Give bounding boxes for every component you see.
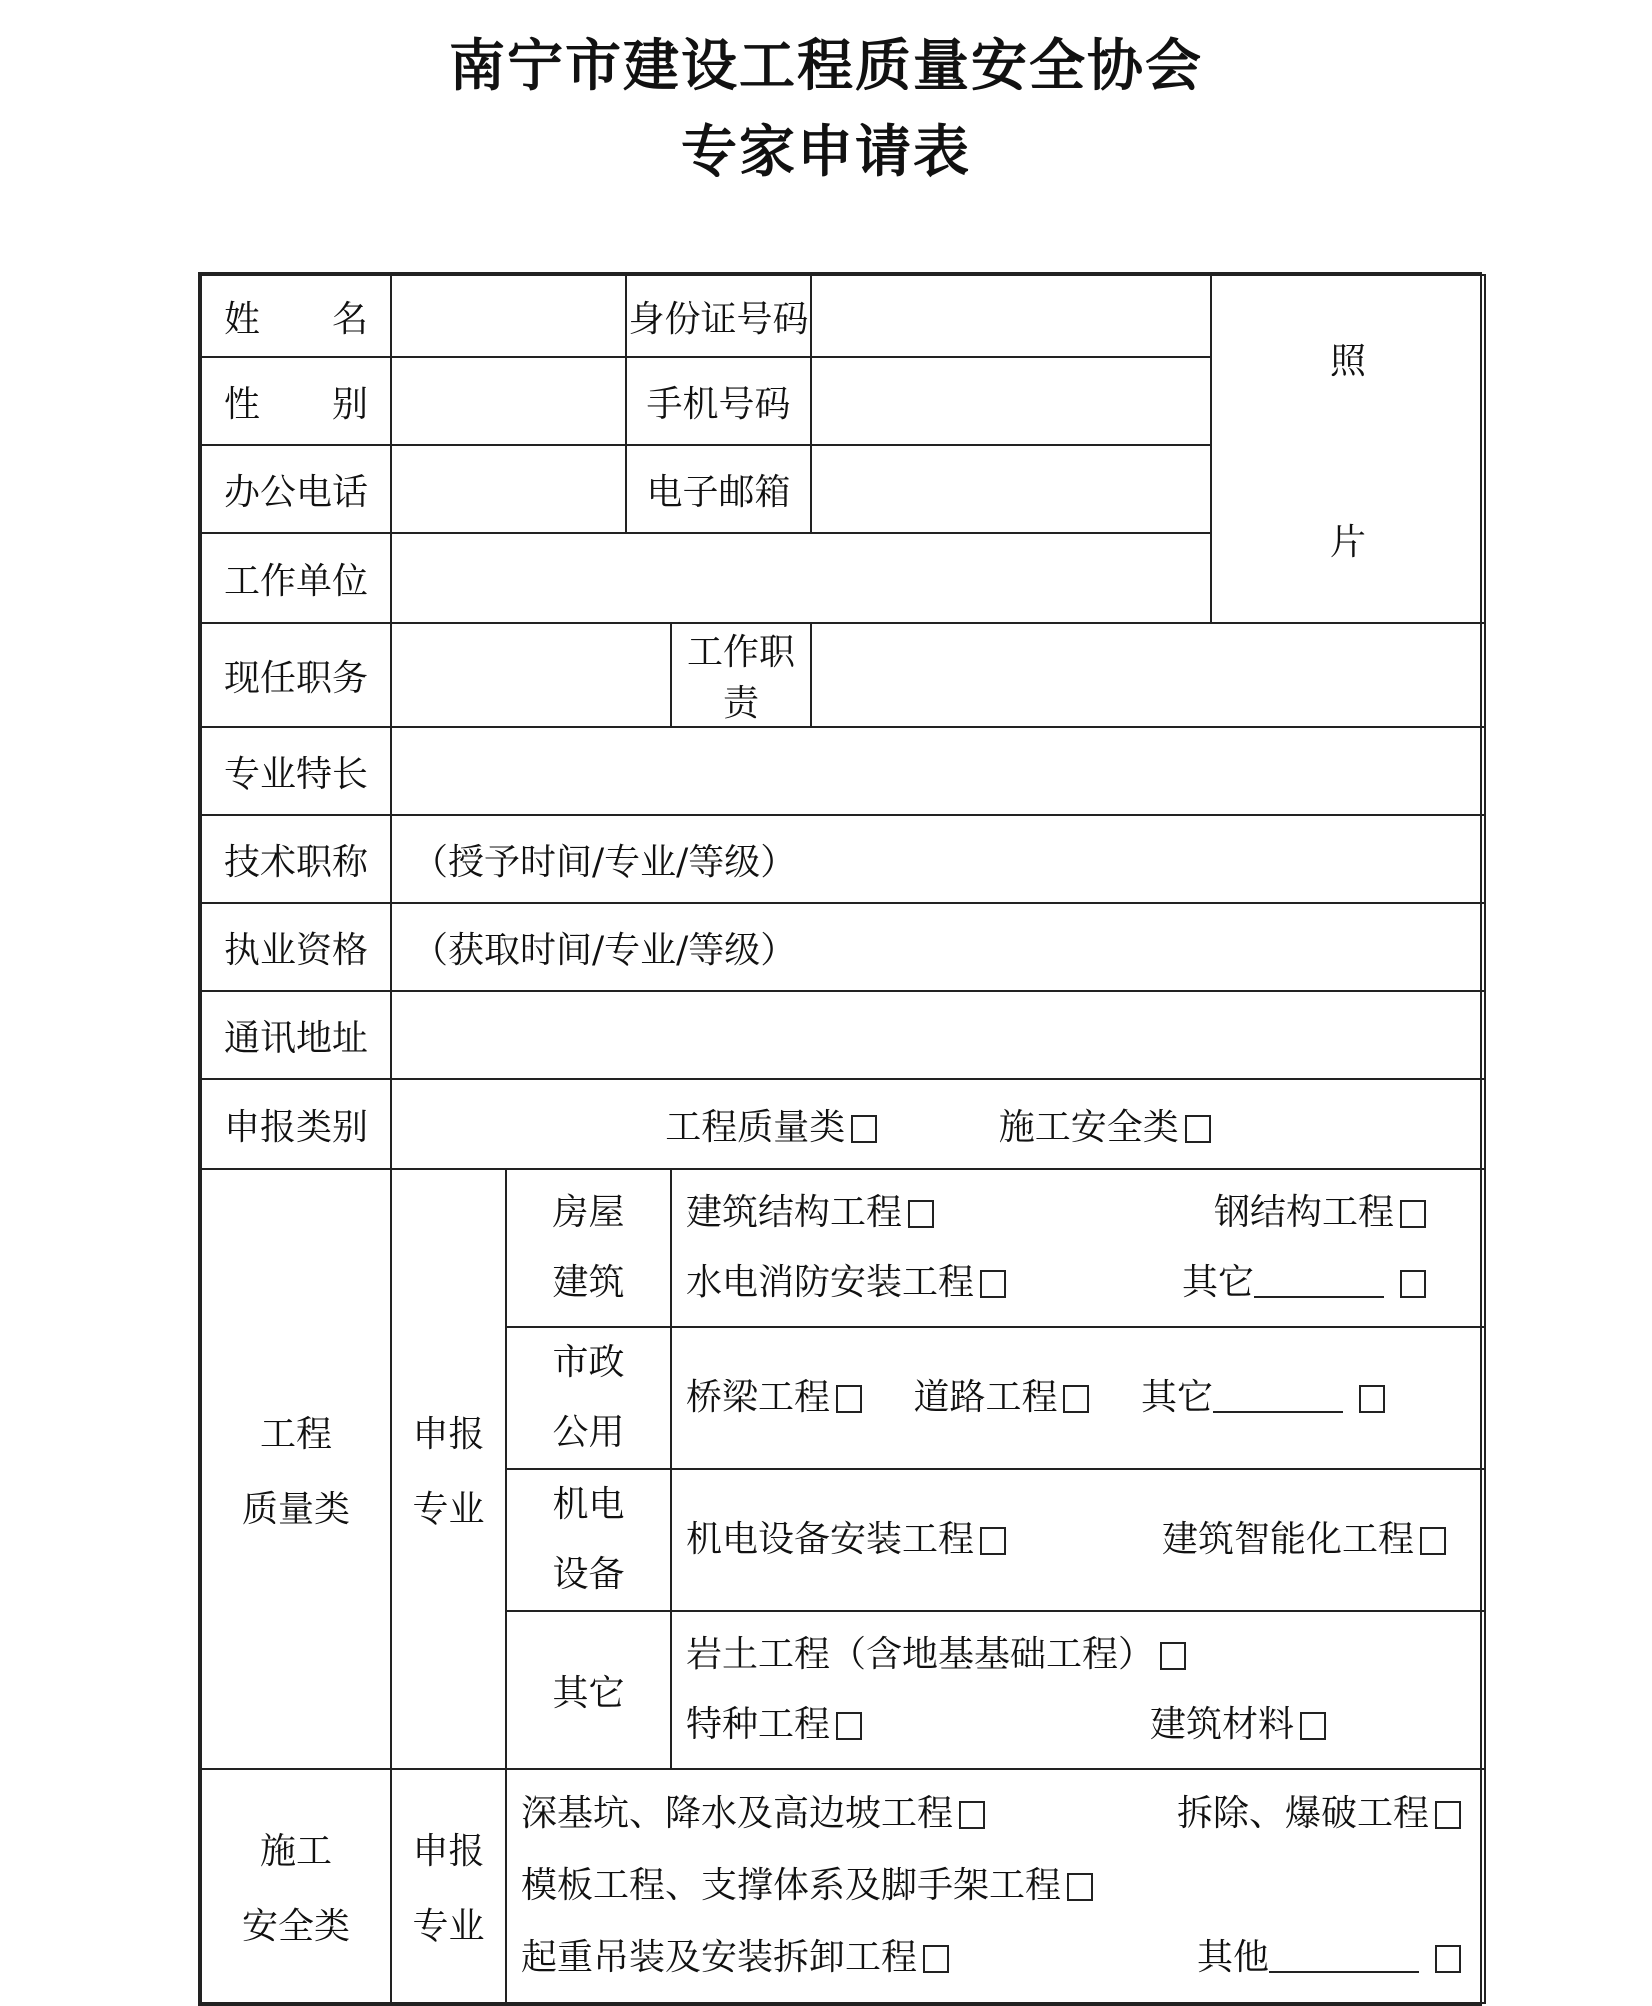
category-label: 申报类别 — [201, 1079, 391, 1169]
id-number-label: 身份证号码 — [626, 275, 811, 357]
option-demolition[interactable] — [1177, 1778, 1461, 1850]
category-option-label: 施工安全类 — [998, 1106, 1179, 1148]
option-other[interactable] — [1182, 1248, 1426, 1318]
fill-in-line[interactable] — [1269, 1941, 1419, 1973]
job-duty-label: 工作职责 — [671, 623, 811, 727]
tech-title-label: 技术职称 — [201, 815, 391, 903]
quality-apply-label — [391, 1169, 506, 1769]
checkbox[interactable] — [851, 1115, 877, 1143]
checkbox[interactable] — [1420, 1527, 1446, 1555]
photo-label-bottom: 片 — [1330, 522, 1367, 563]
option-label: 模板工程、支撑体系及脚手架工程 — [521, 1865, 1062, 1906]
safety-options — [506, 1769, 1485, 2003]
checkbox[interactable] — [1359, 1385, 1385, 1413]
electromechanical-options — [671, 1469, 1485, 1611]
current-position-label: 现任职务 — [201, 623, 391, 727]
label-line: 质量类 — [241, 1489, 350, 1530]
address-label: 通讯地址 — [201, 991, 391, 1079]
option-geotechnical[interactable] — [686, 1634, 1186, 1675]
checkbox[interactable] — [980, 1270, 1006, 1298]
option-label: 建筑材料 — [1149, 1704, 1294, 1745]
checkbox[interactable] — [1185, 1115, 1211, 1143]
work-unit-label: 工作单位 — [201, 533, 391, 623]
option-label: 建筑结构工程 — [686, 1192, 903, 1233]
option-mep-fire[interactable] — [686, 1248, 1006, 1318]
email-field[interactable] — [811, 445, 1211, 533]
work-unit-field[interactable] — [391, 533, 1211, 623]
label-line: 公用 — [552, 1412, 625, 1453]
checkbox[interactable] — [1435, 1801, 1461, 1829]
option-deep-excavation[interactable] — [521, 1778, 985, 1850]
option-label: 钢结构工程 — [1213, 1192, 1394, 1233]
label-line: 市政 — [552, 1342, 625, 1383]
tech-title-field[interactable]: （授予时间/专业/等级） — [391, 815, 1485, 903]
option-label: 特种工程 — [686, 1704, 831, 1745]
office-phone-field[interactable] — [391, 445, 626, 533]
quality-group-label — [201, 1169, 391, 1769]
option-special[interactable] — [686, 1690, 862, 1760]
label-line: 机电 — [552, 1484, 625, 1525]
office-phone-label: 办公电话 — [201, 445, 391, 533]
option-road[interactable] — [913, 1377, 1089, 1418]
option-label: 道路工程 — [913, 1377, 1058, 1418]
housing-label — [506, 1169, 671, 1327]
email-label: 电子邮箱 — [626, 445, 811, 533]
option-steel-structure[interactable] — [1214, 1178, 1426, 1248]
option-bridge[interactable] — [686, 1377, 862, 1418]
option-building-structure[interactable] — [686, 1178, 934, 1248]
label-line: 申报 — [412, 1414, 485, 1455]
mobile-label: 手机号码 — [626, 357, 811, 445]
option-label: 机电设备安装工程 — [686, 1519, 975, 1560]
practice-qual-label: 执业资格 — [201, 903, 391, 991]
option-label: 建筑智能化工程 — [1161, 1519, 1414, 1560]
housing-options — [671, 1169, 1485, 1327]
option-formwork[interactable] — [521, 1865, 1093, 1906]
label-line: 施工 — [259, 1831, 332, 1872]
option-other[interactable] — [1197, 1922, 1461, 1994]
label-line: 房屋 — [552, 1192, 625, 1233]
practice-qual-field[interactable]: （获取时间/专业/等级） — [391, 903, 1485, 991]
checkbox[interactable] — [1400, 1200, 1426, 1228]
name-field[interactable] — [391, 275, 626, 357]
label-line: 申报 — [412, 1831, 485, 1872]
category-option-label: 工程质量类 — [665, 1106, 846, 1148]
option-label: 其他 — [1196, 1937, 1269, 1978]
label-line: 工程 — [259, 1414, 332, 1455]
fill-in-line[interactable] — [1254, 1266, 1384, 1298]
label-line: 安全类 — [241, 1906, 350, 1947]
option-equipment-install[interactable] — [686, 1505, 1006, 1575]
current-position-field[interactable] — [391, 623, 671, 727]
form-title: 南宁市建设工程质量安全协会 — [449, 33, 1203, 99]
option-label: 水电消防安装工程 — [686, 1262, 975, 1303]
label-line: 专业 — [412, 1489, 485, 1530]
label-line: 设备 — [552, 1554, 625, 1595]
gender-field[interactable] — [391, 357, 626, 445]
photo-label-top: 照 — [1330, 341, 1367, 382]
option-intelligent-building[interactable] — [1162, 1505, 1446, 1575]
option-label: 其它 — [1140, 1377, 1213, 1418]
option-label: 岩土工程（含地基基础工程） — [686, 1634, 1155, 1675]
specialty-label: 专业特长 — [201, 727, 391, 815]
gender-label: 性 别 — [201, 357, 391, 445]
category-options — [391, 1079, 1485, 1169]
checkbox[interactable] — [1063, 1385, 1089, 1413]
label-line: 专业 — [412, 1906, 485, 1947]
other-category-options — [671, 1611, 1485, 1769]
checkbox[interactable] — [1160, 1642, 1186, 1670]
job-duty-field[interactable] — [811, 623, 1485, 727]
option-hoisting[interactable] — [521, 1922, 949, 1994]
name-label: 姓 名 — [201, 275, 391, 357]
option-materials[interactable] — [1150, 1690, 1326, 1760]
specialty-field[interactable] — [391, 727, 1485, 815]
checkbox[interactable] — [1435, 1945, 1461, 1973]
category-option-safety[interactable] — [999, 1099, 1211, 1150]
address-field[interactable] — [391, 991, 1485, 1079]
checkbox[interactable] — [1067, 1873, 1093, 1901]
mobile-field[interactable] — [811, 357, 1211, 445]
category-option-quality[interactable] — [665, 1099, 877, 1150]
checkbox[interactable] — [836, 1712, 862, 1740]
municipal-label — [506, 1327, 671, 1469]
label-line: 建筑 — [552, 1262, 625, 1303]
photo-area[interactable] — [1211, 275, 1485, 623]
safety-group-label — [201, 1769, 391, 2003]
checkbox[interactable] — [908, 1200, 934, 1228]
fill-in-line[interactable] — [1213, 1381, 1343, 1413]
checkbox[interactable] — [923, 1945, 949, 1973]
checkbox[interactable] — [980, 1527, 1006, 1555]
option-label: 其它 — [1181, 1262, 1254, 1303]
application-form — [198, 272, 1482, 2006]
option-other[interactable] — [1141, 1377, 1385, 1418]
electromechanical-label — [506, 1469, 671, 1611]
other-category-label: 其它 — [506, 1611, 671, 1769]
option-label: 桥梁工程 — [686, 1377, 831, 1418]
form-subtitle: 专家申请表 — [681, 119, 971, 185]
safety-apply-label — [391, 1769, 506, 2003]
checkbox[interactable] — [1300, 1712, 1326, 1740]
checkbox[interactable] — [959, 1801, 985, 1829]
checkbox[interactable] — [836, 1385, 862, 1413]
option-label: 拆除、爆破工程 — [1176, 1793, 1429, 1834]
checkbox[interactable] — [1400, 1270, 1426, 1298]
municipal-options — [671, 1327, 1485, 1469]
option-label: 起重吊装及安装拆卸工程 — [521, 1937, 918, 1978]
id-number-field[interactable] — [811, 275, 1211, 357]
option-label: 深基坑、降水及高边坡工程 — [521, 1793, 954, 1834]
